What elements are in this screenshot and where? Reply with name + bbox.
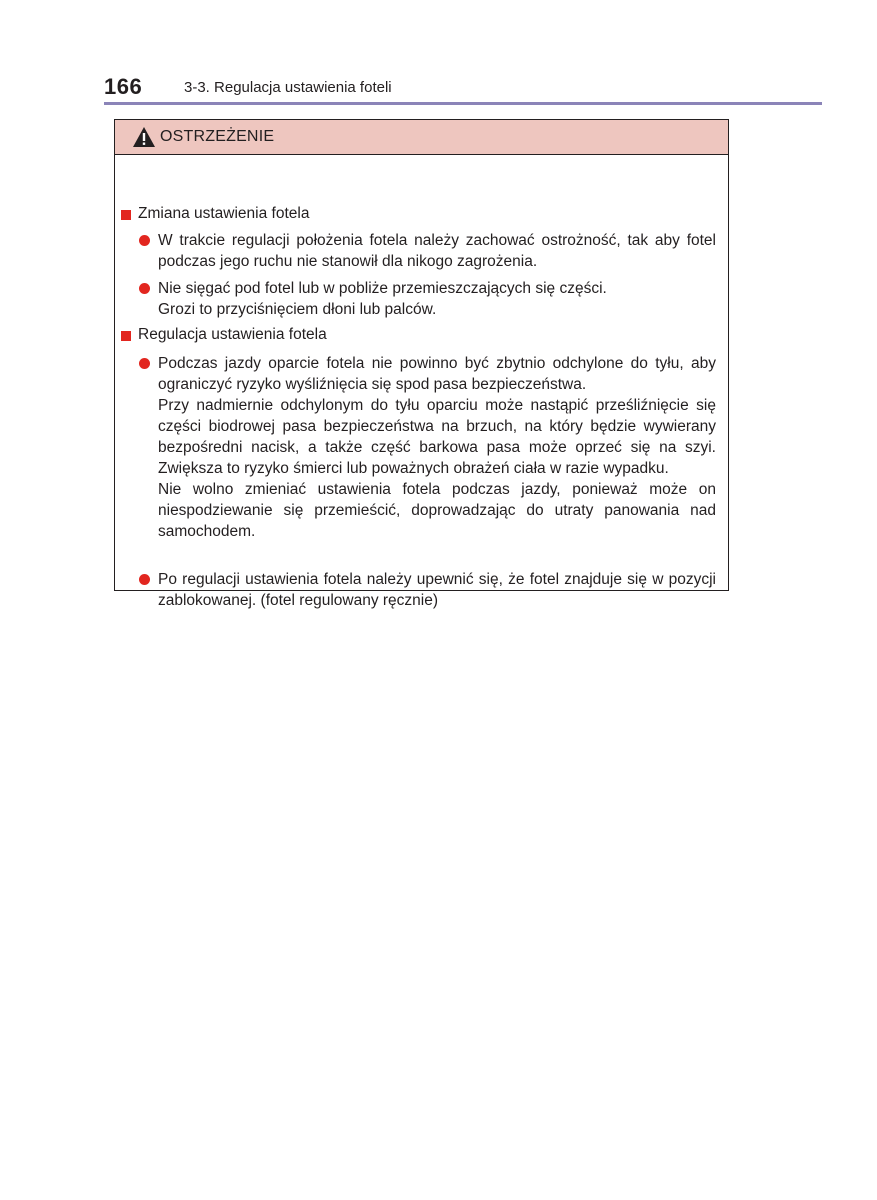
item-paragraph: Nie wolno zmieniać ustawienia fotela podczas jazdy, ponieważ może on niespodziewanie się przemieścić, doprowadzając do utraty panowania nad samochodem. (158, 481, 716, 540)
warning-title: OSTRZEŻENIE (160, 128, 275, 145)
section-title: 3-3. Regulacja ustawienia foteli (184, 79, 392, 96)
page-number: 166 (104, 74, 143, 99)
item-paragraph: Podczas jazdy oparcie fotela nie powinno być zbytnio odchylone do tyłu, aby ograniczyć ryzyko wyśliźnięcia się spod pasa bezpieczeństwa. (158, 355, 716, 393)
bullet-dot (139, 358, 150, 369)
section-square-marker (121, 210, 131, 220)
bullet-dot (139, 283, 150, 294)
list-item (158, 230, 716, 272)
section-title-seat-adjustment: Regulacja ustawienia fotela (138, 326, 327, 343)
list-item (158, 278, 716, 320)
list-item (158, 353, 716, 542)
section-title-seat-change: Zmiana ustawienia fotela (138, 205, 310, 222)
item-paragraph: Przy nadmiernie odchylonym do tyłu oparciu może nastąpić prześliźnięcie się części biodrowej pasa bezpieczeństwa na brzuch, na który będzie wywierany bezpośredni nacisk, a także część barkowa pasa może oprzeć się na szyi. Zwiększa to ryzyko śmierci lub poważnych obrażeń ciała w razie wypadku. (158, 397, 716, 477)
list-item (158, 569, 716, 611)
header-rule (104, 102, 822, 105)
warning-box (114, 119, 729, 609)
bullet-dot (139, 574, 150, 585)
bullet-dot (139, 235, 150, 246)
warning-triangle-icon (132, 126, 156, 148)
item-paragraph: W trakcie regulacji położenia fotela należy zachować ostrożność, tak aby fotel podczas jego ruchu nie stanowił dla nikogo zagrożenia. (158, 232, 716, 270)
item-paragraph: Grozi to przyciśnięciem dłoni lub palców. (158, 301, 437, 318)
item-paragraph: Po regulacji ustawienia fotela należy upewnić się, że fotel znajduje się w pozycji zablokowanej. (fotel regulowany ręcznie) (158, 571, 716, 609)
item-paragraph: Nie sięgać pod fotel lub w pobliże przemieszczających się części. (158, 280, 607, 297)
section-square-marker (121, 331, 131, 341)
warning-header (115, 120, 728, 155)
page-header (104, 74, 822, 104)
